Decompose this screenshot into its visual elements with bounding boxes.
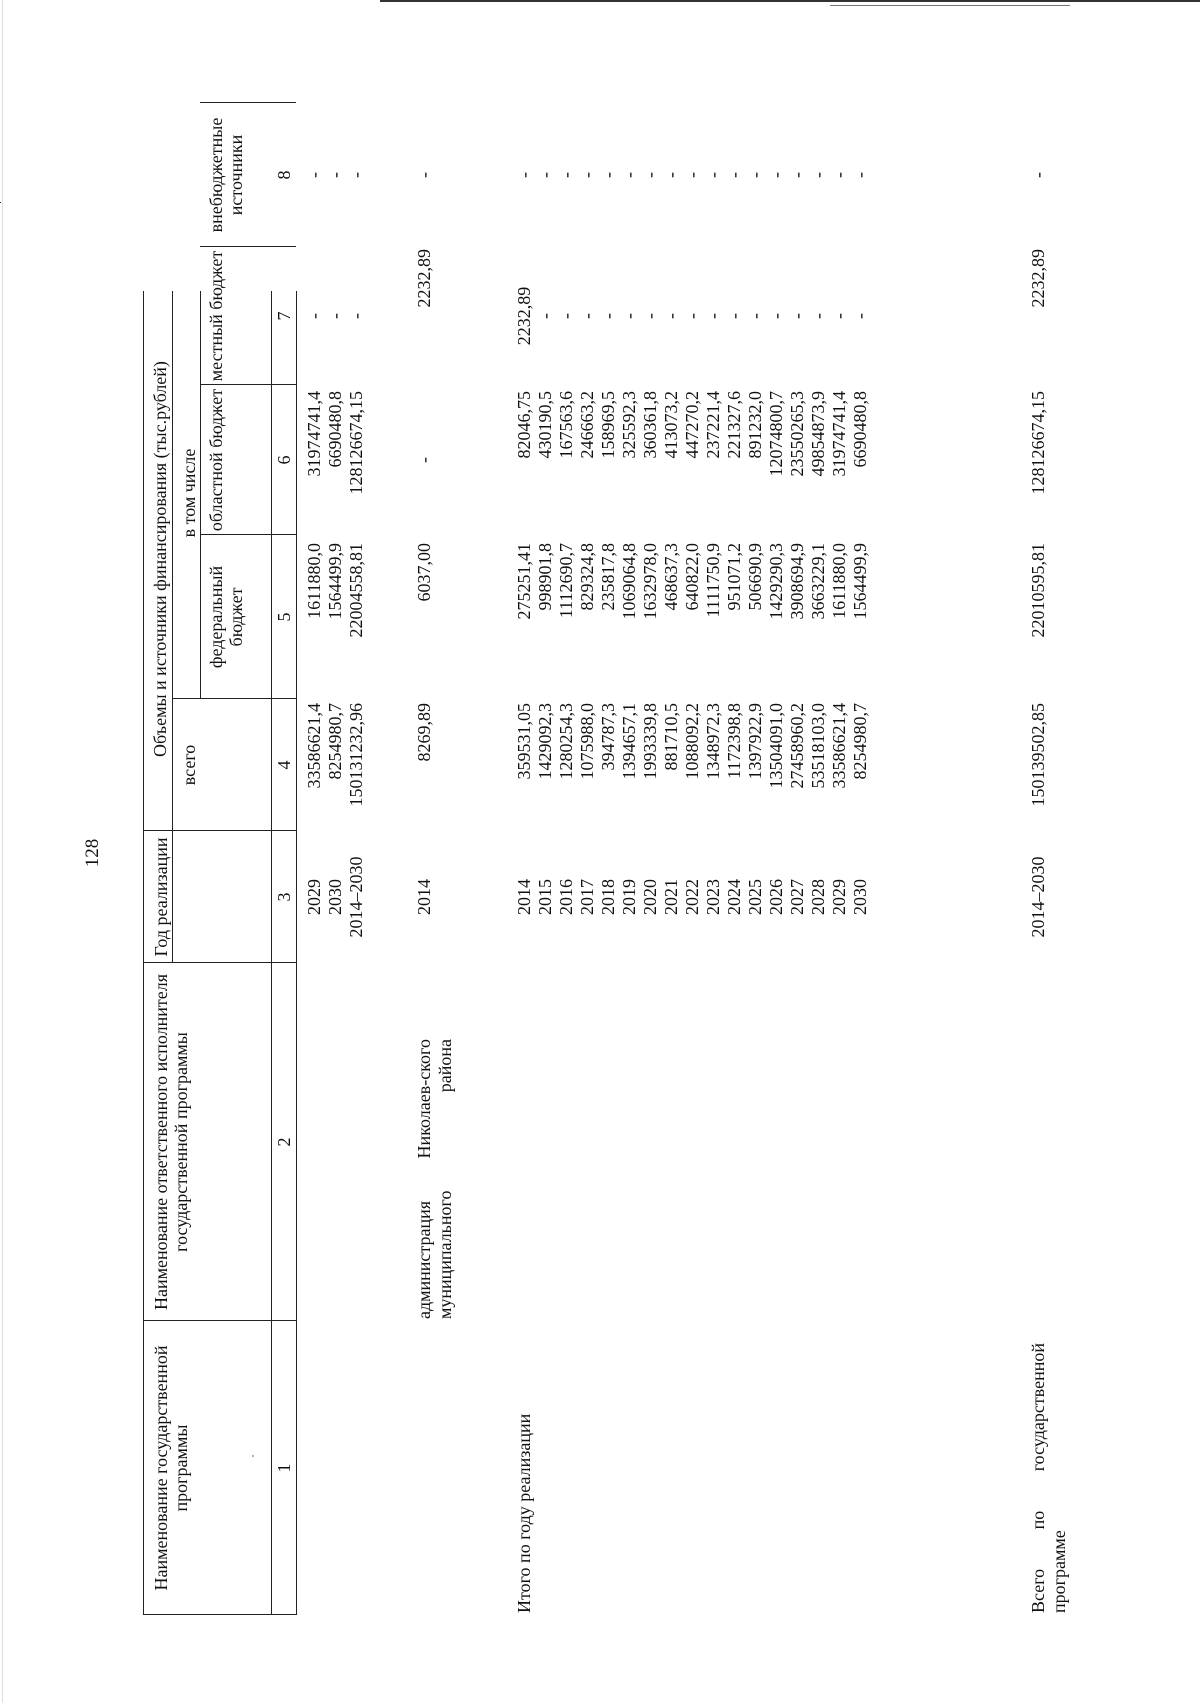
block2-executor: администрация Николаев-ского муниципального района xyxy=(414,1039,455,1319)
header-including: в том числе xyxy=(179,448,199,538)
block2-year: 2014 xyxy=(414,879,434,915)
header-total: всего xyxy=(179,744,199,786)
col-number-3: 3 xyxy=(274,892,294,902)
block1-years: 2029 2030 2014–2030 xyxy=(304,856,366,938)
block4-total: 150139502,85 xyxy=(1028,703,1048,807)
number-row-bottom-rule xyxy=(296,291,297,1615)
header-program-name: Наименование государственной программы xyxy=(151,1345,191,1591)
block3-total: 359531,05 1429092,3 1280254,3 1075988,0 394787,3 1394657,1 1993339,8 881710,5 1088092,2 1348972,3 1172398,8 1397922,9 13504091,0 27458960,2 53518103,0 33586621,4 8254980,7 xyxy=(514,703,870,789)
col-number-1: 1 xyxy=(274,1463,294,1473)
col-number-4: 4 xyxy=(274,760,294,770)
sub-group-divider-rule xyxy=(200,291,201,699)
block4-federal: 22010595,81 xyxy=(1028,543,1048,638)
block2-regional: - xyxy=(414,457,434,463)
block1-extra: - - - xyxy=(304,172,366,178)
block2-total: 8269,89 xyxy=(414,703,434,762)
block1-regional: 31974741,4 6690480,8 128126674,15 xyxy=(304,391,366,495)
header-executor-name: Наименование ответственного исполнителя государственной программы xyxy=(151,973,191,1311)
table-left-border xyxy=(143,1614,296,1615)
block1-local: - - - xyxy=(304,313,366,319)
block2-local: 2232,89 xyxy=(414,249,434,308)
block3-federal: 275251,41 998901,8 1112690,7 829324,8 235817,8 1069064,8 1632978,0 468637,3 640822,0 1111750,9 951071,2 506690,9 1429290,3 3908694,9 3663229,1 1611880,0 1564499,9 xyxy=(514,543,870,620)
col-divider-6-7 xyxy=(200,384,296,385)
col-number-5: 5 xyxy=(274,612,294,622)
col-divider-4-5 xyxy=(172,698,296,699)
col-number-6: 6 xyxy=(274,455,294,465)
header-funding-group: Объемы и источники финансирования (тыс.рублей) xyxy=(150,361,170,757)
table-top-rule xyxy=(143,291,144,1615)
group-divider-rule xyxy=(172,291,173,963)
block1-total: 33586621,4 8254980,7 150131232,96 xyxy=(304,703,366,807)
header-local-budget: местный бюджет xyxy=(206,250,226,382)
block4-regional: 128126674,15 xyxy=(1028,391,1048,495)
header-federal-budget: федеральный бюджет xyxy=(206,565,246,669)
block4-local: 2232,89 xyxy=(1028,249,1048,308)
col-divider-5-6 xyxy=(200,534,296,535)
col-divider-2-3 xyxy=(143,962,296,963)
col-divider-1-2 xyxy=(143,1320,296,1321)
page-number: 128 xyxy=(82,838,103,868)
header-extrabudgetary: внебюджетные источники xyxy=(206,117,246,233)
block3-label: Итого по году реализации xyxy=(514,1413,534,1613)
spacer xyxy=(0,202,1,203)
col-divider-7-8 xyxy=(200,246,296,247)
block4-years: 2014–2030 xyxy=(1028,856,1048,938)
block4-extra: - xyxy=(1028,172,1048,178)
header-bottom-rule xyxy=(271,291,272,1615)
col-divider-8-end xyxy=(200,102,296,103)
col-number-2: 2 xyxy=(274,1137,294,1147)
block2-extra: - xyxy=(414,172,434,178)
header-year: Год реализации xyxy=(151,837,171,957)
col-divider-3-4 xyxy=(143,830,296,831)
block3-local: 2232,89 - - - - - - - - - - - - - - - - xyxy=(514,286,870,346)
block2-federal: 6037,00 xyxy=(414,543,434,602)
block3-years: 2014 2015 2016 2017 2018 2019 2020 2021 2022 2023 2024 2025 2026 2027 2028 2029 2030 xyxy=(514,879,870,915)
col-number-8: 8 xyxy=(274,170,294,180)
block3-extra: - - - - - - - - - - - - - - - - - xyxy=(514,172,870,178)
header-regional-budget: областной бюджет xyxy=(206,388,226,532)
block3-regional: 82046,75 430190,5 167563,6 246663,2 158969,5 325592,3 360361,8 413073,2 447270,2 237221,4 221327,6 891232,0 12074800,7 23550265,3 49854873,9 31974741,4 6690480,8 xyxy=(514,391,870,477)
col-number-7: 7 xyxy=(274,311,294,321)
block1-federal: 1611880,0 1564499,9 22004558,81 xyxy=(304,543,366,638)
block4-label: Всего по государственной программе xyxy=(1028,1343,1069,1613)
